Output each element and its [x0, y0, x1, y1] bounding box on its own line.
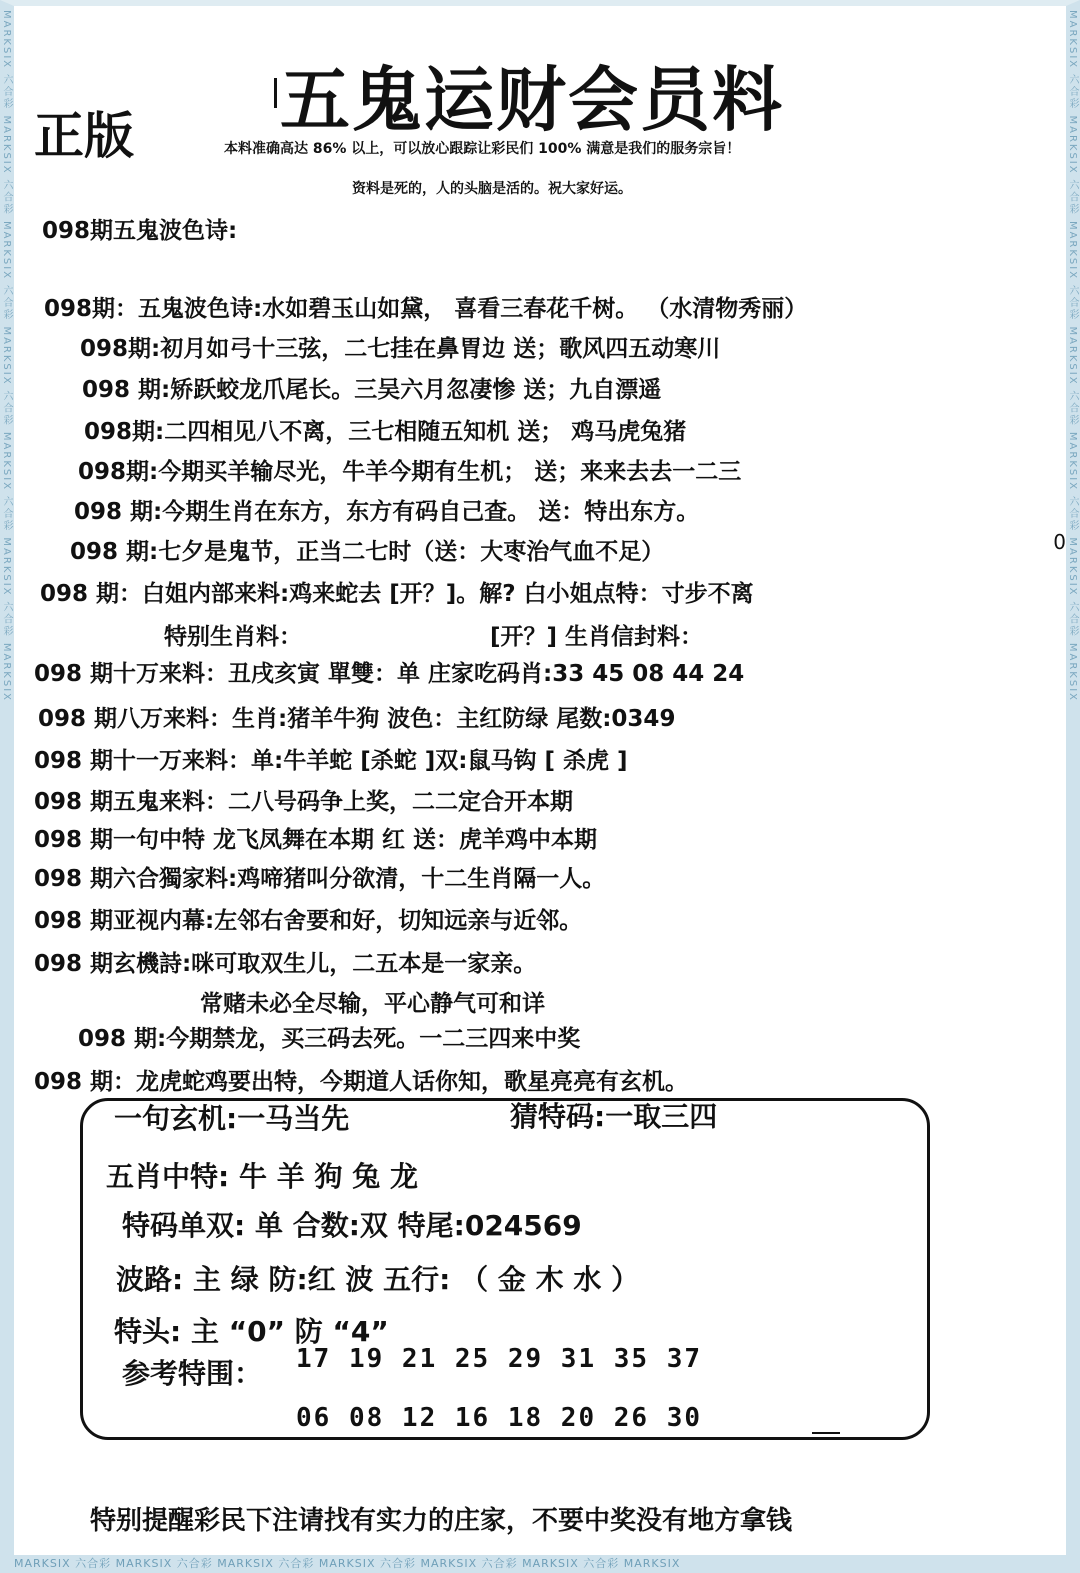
line-ban-dragon: 098 期:今期禁龙，买三码去死。一二三四来中奖 [78, 1026, 581, 1052]
line-special-zodiac: 特别生肖料： [164, 624, 302, 650]
line-envelope: [开？] 生肖信封料： [490, 624, 704, 650]
line-twofour: 098期:二四相见八不离，三七相随五知机 送； 鸡马虎兔猪 [84, 419, 687, 445]
box-ref-row1: 17 19 21 25 29 31 35 37 [296, 1344, 703, 1374]
watermark-bottom: MARKSIX 六合彩 MARKSIX 六合彩 MARKSIX 六合彩 MARKSIX 六合彩 MARKSIX 六合彩 MARKSIX 六合彩 MARKSIX [14, 1557, 681, 1570]
box-guess: 猜特码:一取三四 [510, 1100, 718, 1133]
box-ref-row2: 06 08 12 16 18 20 26 30 [296, 1403, 703, 1433]
line-qixi: 098 期:七夕是鬼节，正当二七时（送：大枣治气血不足） [70, 539, 665, 565]
subtitle-accuracy: 本料准确高达 86% 以上，可以放心跟踪让彩民们 100% 满意是我们的服务宗旨！ [224, 141, 741, 157]
line-exclusive: 098 期六合獨家料:鸡啼猪叫分欲清，十二生肖隔一人。 [34, 866, 606, 892]
line-five-ghost: 098 期五鬼来料：二八号码争上奖，二二定合开本期 [34, 789, 574, 815]
line-east: 098 期:今期生肖在东方，东方有码自己查。 送：特出东方。 [74, 499, 700, 525]
line-80k: 098 期八万来料：生肖:猪羊牛狗 波色：主红防绿 尾数:0349 [38, 706, 676, 732]
line-dragon-tiger: 098 期：龙虎蛇鸡要出特，今期道人话你知，歌星亮亮有玄机。 [34, 1069, 689, 1095]
box-odd-even: 特码单双: 单 合数:双 特尾:024569 [122, 1209, 582, 1242]
line-sheep: 098期:今期买羊输尽光，牛羊今期有生机； 送；来来去去一二三 [78, 459, 742, 485]
box-five-zodiac: 五肖中特: 牛 羊 狗 兔 龙 [106, 1160, 418, 1193]
line-baijie: 098 期：白姐内部来料:鸡来蛇去 [开？]。解? 白小姐点特：寸步不离 [40, 581, 754, 607]
title-bar-mark [274, 78, 277, 108]
line-crescent: 098期:初月如弓十三弦，二七挂在鼻胃边 送；歌风四五动寒川 [80, 336, 721, 362]
line-wave-poem: 098期：五鬼波色诗:水如碧玉山如黛， 喜看三春花千树。 （水清物秀丽） [44, 296, 808, 322]
box-wave: 波路: 主 绿 防:红 波 五行: （ 金 木 水 ） [116, 1263, 640, 1296]
watermark-right: MARKSIX 六合彩 MARKSIX 六合彩 MARKSIX 六合彩 MARKSIX 六合彩 MARKSIX 六合彩 MARKSIX 六合彩 MARKSIX [1067, 10, 1078, 702]
edge-mark: 0 [1053, 530, 1066, 554]
box-ref-label: 参考特围： [122, 1357, 263, 1390]
line-one-sentence: 098 期一句中特 龙飞凤舞在本期 红 送：虎羊鸡中本期 [34, 827, 598, 853]
line-gamble: 常赌未必全尽输，平心静气可和详 [200, 991, 545, 1017]
watermark-left: MARKSIX 六合彩 MARKSIX 六合彩 MARKSIX 六合彩 MARKSIX 六合彩 MARKSIX 六合彩 MARKSIX 六合彩 MARKSIX [1, 10, 12, 702]
box-head: 特头: 主 “0” 防 “4” [114, 1315, 389, 1348]
line-dragon: 098 期:矫跃蛟龙爪尾长。三吴六月忽凄惨 送；九自漂遥 [82, 377, 662, 403]
box-dash [812, 1432, 840, 1434]
line-mystic-poem: 098 期玄機詩:咪可取双生儿，二五本是一家亲。 [34, 951, 537, 977]
page-title: 五鬼运财会员料 [280, 58, 784, 141]
footer-reminder: 特别提醒彩民下注请找有实力的庄家，不要中奖没有地方拿钱 [90, 1506, 793, 1536]
subtitle-luck: 资料是死的，人的头脑是活的。祝大家好运。 [352, 181, 632, 197]
line-atv: 098 期亚视内幕:左邻右舍要和好，切知远亲与近邻。 [34, 908, 583, 934]
line-110k: 098 期十一万来料：单:牛羊蛇 [杀蛇 ]双:鼠马钩 [ 杀虎 ] [34, 748, 628, 774]
edition-label: 正版 [34, 106, 134, 165]
line-poem-heading: 098期五鬼波色诗: [42, 218, 238, 244]
box-riddle: 一句玄机:一马当先 [114, 1102, 350, 1135]
line-100k: 098 期十万来料：丑戌亥寅 單雙：单 庄家吃码肖:33 45 08 44 24 [34, 661, 745, 687]
